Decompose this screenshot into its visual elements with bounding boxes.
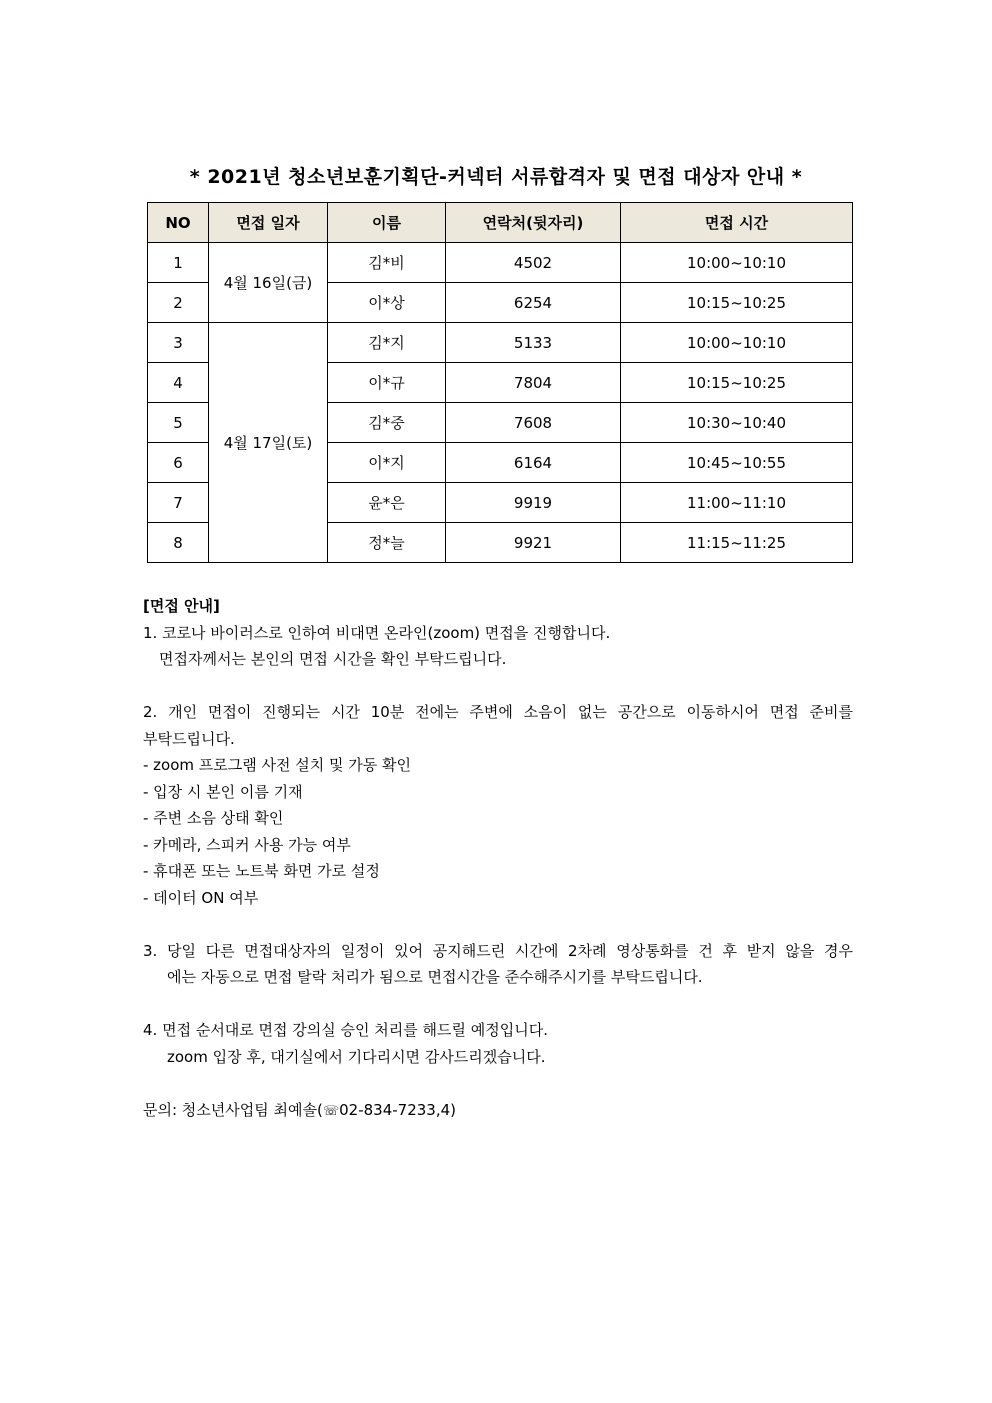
header-interview-date: 면접 일자 (209, 203, 328, 243)
cell-no: 3 (148, 323, 209, 363)
cell-time: 11:15~11:25 (621, 523, 853, 563)
cell-phone: 4502 (446, 243, 621, 283)
contact-prefix: 문의: 청소년사업팀 최예솔( (143, 1100, 323, 1119)
cell-name: 이*지 (328, 443, 446, 483)
cell-date: 4월 16일(금) (209, 243, 328, 323)
interview-schedule-table (147, 202, 853, 563)
contact-line (143, 1097, 853, 1126)
cell-name: 정*늘 (328, 523, 446, 563)
cell-no: 1 (148, 243, 209, 283)
checklist-item: - 카메라, 스피커 사용 가능 여부 (143, 835, 351, 854)
notice-item-1: 1. 코로나 바이러스로 인하여 비대면 온라인(zoom) 면접을 진행합니다. (143, 623, 611, 642)
table-row (148, 323, 853, 363)
checklist-item: - zoom 프로그램 사전 설치 및 가동 확인 (143, 756, 412, 774)
notice-heading: [면접 안내] (143, 597, 220, 615)
cell-time: 10:00~10:10 (621, 323, 853, 363)
cell-phone: 7804 (446, 363, 621, 403)
cell-no: 6 (148, 443, 209, 483)
notice-item-2: 2. 개인 면접이 진행되는 시간 10분 전에는 주변에 소음이 없는 공간으로 이동하시어 면접 준비를 (143, 703, 853, 721)
header-contact: 연락처(뒷자리) (446, 203, 621, 243)
cell-phone: 7608 (446, 403, 621, 443)
cell-time: 10:15~10:25 (621, 363, 853, 403)
cell-name: 윤*은 (328, 483, 446, 523)
header-no: NO (148, 203, 209, 243)
notice-item-2-continued: 부탁드립니다. (143, 729, 235, 748)
cell-time: 10:45~10:55 (621, 443, 853, 483)
table-row (148, 243, 853, 283)
notice-item-4-continued: zoom 입장 후, 대기실에서 기다리시면 감사드리겠습니다. (167, 1047, 546, 1066)
notice-item-1-continued: 면접자께서는 본인의 면접 시간을 확인 부탁드립니다. (159, 650, 507, 668)
cell-time: 10:30~10:40 (621, 403, 853, 443)
cell-no: 5 (148, 403, 209, 443)
header-name: 이름 (328, 203, 446, 243)
cell-no: 7 (148, 483, 209, 523)
cell-phone: 6164 (446, 443, 621, 483)
cell-no: 8 (148, 523, 209, 563)
cell-time: 11:00~11:10 (621, 483, 853, 523)
cell-time: 10:00~10:10 (621, 243, 853, 283)
notice-item-3-continued: 에는 자동으로 면접 탈락 처리가 됨으로 면접시간을 준수해주시기를 부탁드립니다. (167, 968, 703, 986)
cell-no: 2 (148, 283, 209, 323)
notice-item-4: 4. 면접 순서대로 면접 강의실 승인 처리를 해드릴 예정입니다. (143, 1021, 548, 1039)
cell-name: 김*지 (328, 323, 446, 363)
interview-notice (143, 593, 853, 1125)
checklist-item: - 휴대폰 또는 노트북 화면 가로 설정 (143, 862, 380, 880)
cell-name: 이*상 (328, 283, 446, 323)
page-title: * 2021년 청소년보훈기획단-커넥터 서류합격자 및 면접 대상자 안내 * (189, 166, 803, 188)
cell-time: 10:15~10:25 (621, 283, 853, 323)
table-header-row (148, 203, 853, 243)
cell-phone: 6254 (446, 283, 621, 323)
cell-date: 4월 17일(토) (209, 323, 328, 563)
cell-name: 이*규 (328, 363, 446, 403)
cell-no: 4 (148, 363, 209, 403)
cell-phone: 5133 (446, 323, 621, 363)
cell-phone: 9921 (446, 523, 621, 563)
cell-name: 김*비 (328, 243, 446, 283)
checklist-item: - 데이터 ON 여부 (143, 888, 259, 907)
phone-icon: ☏ (322, 1103, 340, 1119)
checklist-item: - 주변 소음 상태 확인 (143, 809, 284, 827)
notice-item-3: 3. 당일 다른 면접대상자의 일정이 있어 공지해드린 시간에 2차례 영상통화를 건 후 받지 않을 경우 (143, 941, 853, 960)
cell-name: 김*중 (328, 403, 446, 443)
checklist-item: - 입장 시 본인 이름 기재 (143, 782, 303, 801)
contact-number: 02-834-7233,4) (339, 1100, 456, 1119)
header-interview-time: 면접 시간 (621, 203, 853, 243)
cell-phone: 9919 (446, 483, 621, 523)
